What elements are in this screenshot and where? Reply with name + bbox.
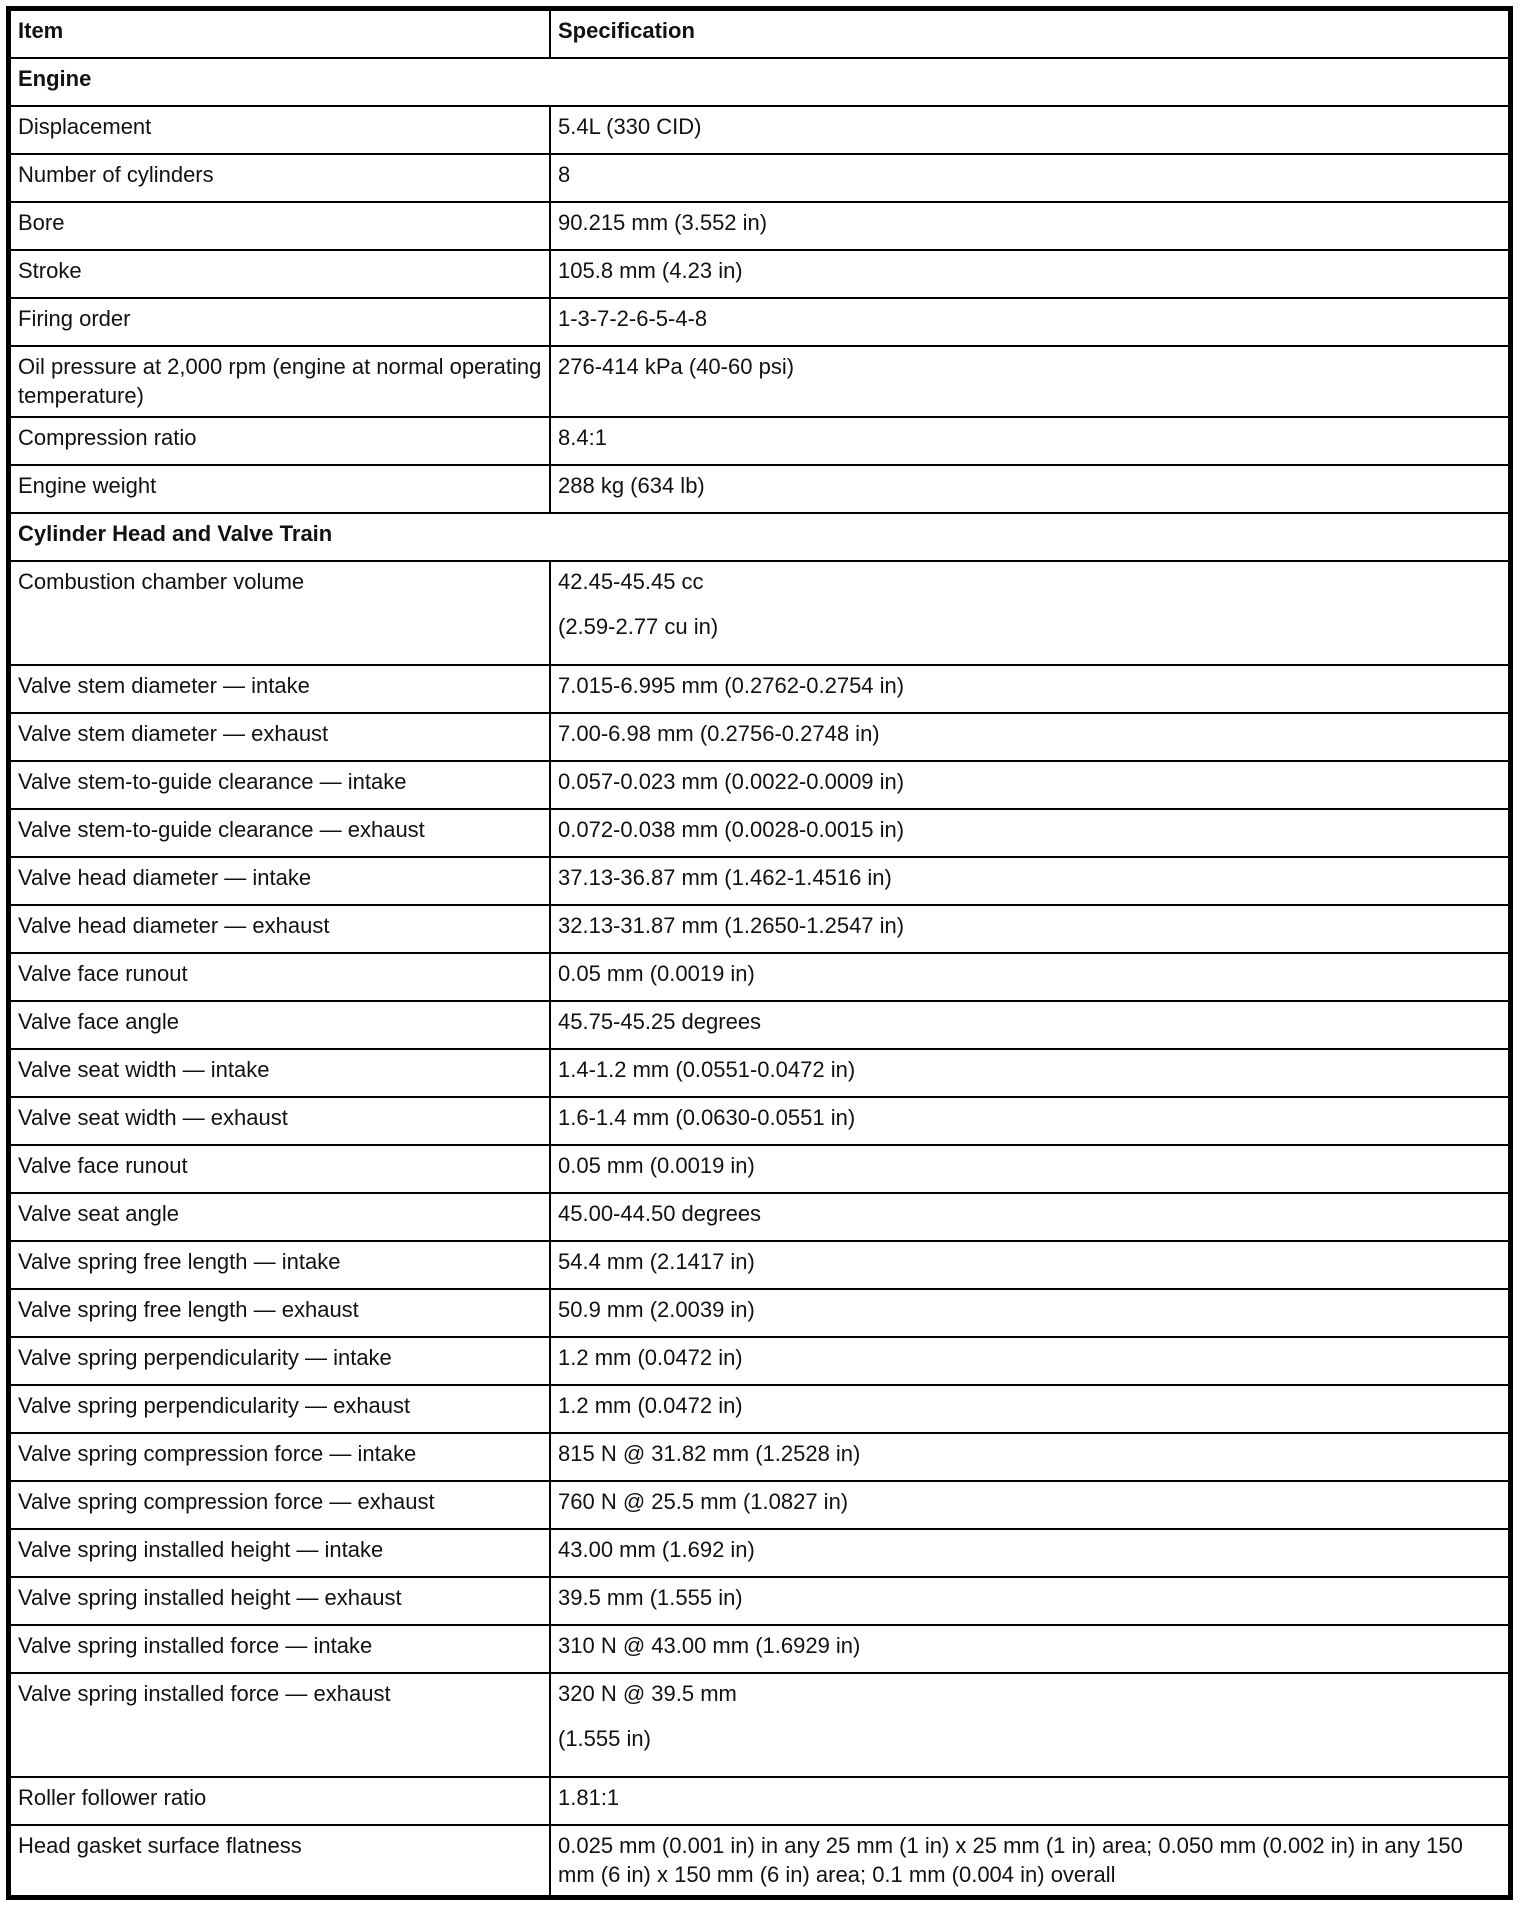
- specification-value: 90.215 mm (3.552 in): [558, 210, 768, 235]
- section-header-row: [10, 513, 1509, 561]
- table-row: [10, 905, 1509, 953]
- item-cell: Valve spring perpendicularity — exhaust: [10, 1385, 550, 1433]
- specification-cell: [550, 154, 1509, 202]
- item-cell: Valve spring installed height — exhaust: [10, 1577, 550, 1625]
- specification-cell: [550, 665, 1509, 713]
- item-cell: Bore: [10, 202, 550, 250]
- table-row: [10, 1433, 1509, 1481]
- item-cell: Roller follower ratio: [10, 1777, 550, 1825]
- specification-value: 54.4 mm (2.1417 in): [558, 1249, 755, 1274]
- table-row: [10, 1673, 1509, 1777]
- table-row: [10, 298, 1509, 346]
- table-row: [10, 154, 1509, 202]
- specification-cell: [550, 1577, 1509, 1625]
- item-cell: Valve spring installed force — exhaust: [10, 1673, 550, 1777]
- table-row: [10, 1529, 1509, 1577]
- table-row: [10, 857, 1509, 905]
- specification-value: 8: [558, 162, 571, 187]
- item-cell: Valve seat angle: [10, 1193, 550, 1241]
- table-row: [10, 1145, 1509, 1193]
- specification-cell: [550, 1673, 1509, 1777]
- specification-cell: [550, 1777, 1509, 1825]
- specification-cell: [550, 1825, 1509, 1896]
- item-cell: Firing order: [10, 298, 550, 346]
- item-cell: Valve seat width — intake: [10, 1049, 550, 1097]
- specification-cell: [550, 1337, 1509, 1385]
- specification-cell: [550, 346, 1509, 417]
- specification-cell: [550, 761, 1509, 809]
- specification-value: 320 N @ 39.5 mm: [558, 1681, 737, 1706]
- item-cell: Valve stem diameter — exhaust: [10, 713, 550, 761]
- specification-cell: [550, 809, 1509, 857]
- table-row: [10, 713, 1509, 761]
- specification-value: 0.05 mm (0.0019 in): [558, 1153, 755, 1178]
- specification-cell: [550, 1097, 1509, 1145]
- specification-cell: [550, 1481, 1509, 1529]
- specification-cell: [550, 202, 1509, 250]
- item-cell: Valve spring installed height — intake: [10, 1529, 550, 1577]
- table-row: [10, 1337, 1509, 1385]
- table-row: [10, 761, 1509, 809]
- table-row: [10, 202, 1509, 250]
- specification-value: 37.13-36.87 mm (1.462-1.4516 in): [558, 865, 892, 890]
- specification-value: 42.45-45.45 cc: [558, 569, 704, 594]
- specification-cell: [550, 298, 1509, 346]
- item-cell: Engine weight: [10, 465, 550, 513]
- specification-cell: [550, 905, 1509, 953]
- specification-cell: [550, 953, 1509, 1001]
- specification-value: 0.072-0.038 mm (0.0028-0.0015 in): [558, 817, 905, 842]
- specification-cell: [550, 1289, 1509, 1337]
- table-row: [10, 465, 1509, 513]
- table-row: [10, 417, 1509, 465]
- specification-value: 43.00 mm (1.692 in): [558, 1537, 755, 1562]
- specification-value: 50.9 mm (2.0039 in): [558, 1297, 755, 1322]
- specification-value: 1.2 mm (0.0472 in): [558, 1345, 743, 1370]
- specification-value: 0.05 mm (0.0019 in): [558, 961, 755, 986]
- item-cell: Valve face runout: [10, 1145, 550, 1193]
- table-row: [10, 1001, 1509, 1049]
- specification-cell: [550, 713, 1509, 761]
- specification-value: 39.5 mm (1.555 in): [558, 1585, 743, 1610]
- specification-value: 45.75-45.25 degrees: [558, 1009, 762, 1034]
- table-row: [10, 1385, 1509, 1433]
- specification-cell: [550, 1385, 1509, 1433]
- item-cell: Valve seat width — exhaust: [10, 1097, 550, 1145]
- item-cell: Valve spring perpendicularity — intake: [10, 1337, 550, 1385]
- specification-cell: [550, 250, 1509, 298]
- specification-value: 1.4-1.2 mm (0.0551-0.0472 in): [558, 1057, 856, 1082]
- table-row: [10, 1625, 1509, 1673]
- item-cell: Valve head diameter — intake: [10, 857, 550, 905]
- item-cell: Oil pressure at 2,000 rpm (engine at normal operating temperature): [10, 346, 550, 417]
- item-cell: Combustion chamber volume: [10, 561, 550, 665]
- item-cell: Valve stem diameter — intake: [10, 665, 550, 713]
- item-cell: Number of cylinders: [10, 154, 550, 202]
- specification-value: 7.015-6.995 mm (0.2762-0.2754 in): [558, 673, 905, 698]
- item-cell: Compression ratio: [10, 417, 550, 465]
- specification-value: 310 N @ 43.00 mm (1.6929 in): [558, 1633, 861, 1658]
- specification-value: 7.00-6.98 mm (0.2756-0.2748 in): [558, 721, 880, 746]
- specification-cell: [550, 1001, 1509, 1049]
- table-row: [10, 1049, 1509, 1097]
- specification-cell: [550, 465, 1509, 513]
- table-row: [10, 106, 1509, 154]
- table-row: [10, 1577, 1509, 1625]
- section-title: Engine: [10, 58, 1509, 106]
- item-cell: Valve head diameter — exhaust: [10, 905, 550, 953]
- header-item: Item: [10, 10, 550, 58]
- section-title: Cylinder Head and Valve Train: [10, 513, 1509, 561]
- item-cell: Valve face angle: [10, 1001, 550, 1049]
- item-cell: Valve face runout: [10, 953, 550, 1001]
- specification-cell: [550, 1241, 1509, 1289]
- item-cell: Valve spring compression force — intake: [10, 1433, 550, 1481]
- table-row: [10, 809, 1509, 857]
- table-row: [10, 1777, 1509, 1825]
- item-cell: Valve stem-to-guide clearance — exhaust: [10, 809, 550, 857]
- table-row: [10, 665, 1509, 713]
- specification-value-line2: (1.555 in): [558, 1726, 651, 1751]
- item-cell: Valve spring installed force — intake: [10, 1625, 550, 1673]
- specification-value: 45.00-44.50 degrees: [558, 1201, 762, 1226]
- specification-value: 0.025 mm (0.001 in) in any 25 mm (1 in) x 25 mm (1 in) area; 0.050 mm (0.002 in) in any 150 mm (6 in) x 150 mm (6 in) area; 0.1 mm (0.004 in) overall: [558, 1833, 1463, 1887]
- table-row: [10, 561, 1509, 665]
- table-row: [10, 250, 1509, 298]
- specification-value: 1.2 mm (0.0472 in): [558, 1393, 743, 1418]
- specification-cell: [550, 1529, 1509, 1577]
- table-row: [10, 1193, 1509, 1241]
- specification-value: 276-414 kPa (40-60 psi): [558, 354, 795, 379]
- specification-value: 105.8 mm (4.23 in): [558, 258, 743, 283]
- specification-value: 5.4L (330 CID): [558, 114, 702, 139]
- item-cell: Displacement: [10, 106, 550, 154]
- spec-table-container: [6, 6, 1513, 1900]
- table-row: [10, 1825, 1509, 1896]
- table-row: [10, 1289, 1509, 1337]
- specification-cell: [550, 857, 1509, 905]
- specification-cell: [550, 106, 1509, 154]
- specification-value: 1-3-7-2-6-5-4-8: [558, 306, 708, 331]
- specification-value: 1.6-1.4 mm (0.0630-0.0551 in): [558, 1105, 856, 1130]
- table-row: [10, 346, 1509, 417]
- item-cell: Valve spring free length — exhaust: [10, 1289, 550, 1337]
- item-cell: Valve stem-to-guide clearance — intake: [10, 761, 550, 809]
- specification-value: 0.057-0.023 mm (0.0022-0.0009 in): [558, 769, 905, 794]
- table-row: [10, 1097, 1509, 1145]
- table-row: [10, 1241, 1509, 1289]
- specification-value: 288 kg (634 lb): [558, 473, 705, 498]
- specification-value: 32.13-31.87 mm (1.2650-1.2547 in): [558, 913, 905, 938]
- item-cell: Stroke: [10, 250, 550, 298]
- specification-cell: [550, 1049, 1509, 1097]
- specification-cell: [550, 1625, 1509, 1673]
- item-cell: Valve spring compression force — exhaust: [10, 1481, 550, 1529]
- table-row: [10, 953, 1509, 1001]
- specification-cell: [550, 1193, 1509, 1241]
- item-cell: Valve spring free length — intake: [10, 1241, 550, 1289]
- specification-value: 815 N @ 31.82 mm (1.2528 in): [558, 1441, 861, 1466]
- specification-cell: [550, 1145, 1509, 1193]
- specification-table: [9, 9, 1510, 1897]
- specification-cell: [550, 561, 1509, 665]
- section-header-row: [10, 58, 1509, 106]
- specification-value-line2: (2.59-2.77 cu in): [558, 614, 719, 639]
- specification-value: 760 N @ 25.5 mm (1.0827 in): [558, 1489, 849, 1514]
- specification-value: 8.4:1: [558, 425, 607, 450]
- specification-cell: [550, 1433, 1509, 1481]
- table-row: [10, 1481, 1509, 1529]
- header-specification: Specification: [550, 10, 1509, 58]
- item-cell: Head gasket surface flatness: [10, 1825, 550, 1896]
- specification-value: 1.81:1: [558, 1785, 620, 1810]
- specification-cell: [550, 417, 1509, 465]
- header-row: [10, 10, 1509, 58]
